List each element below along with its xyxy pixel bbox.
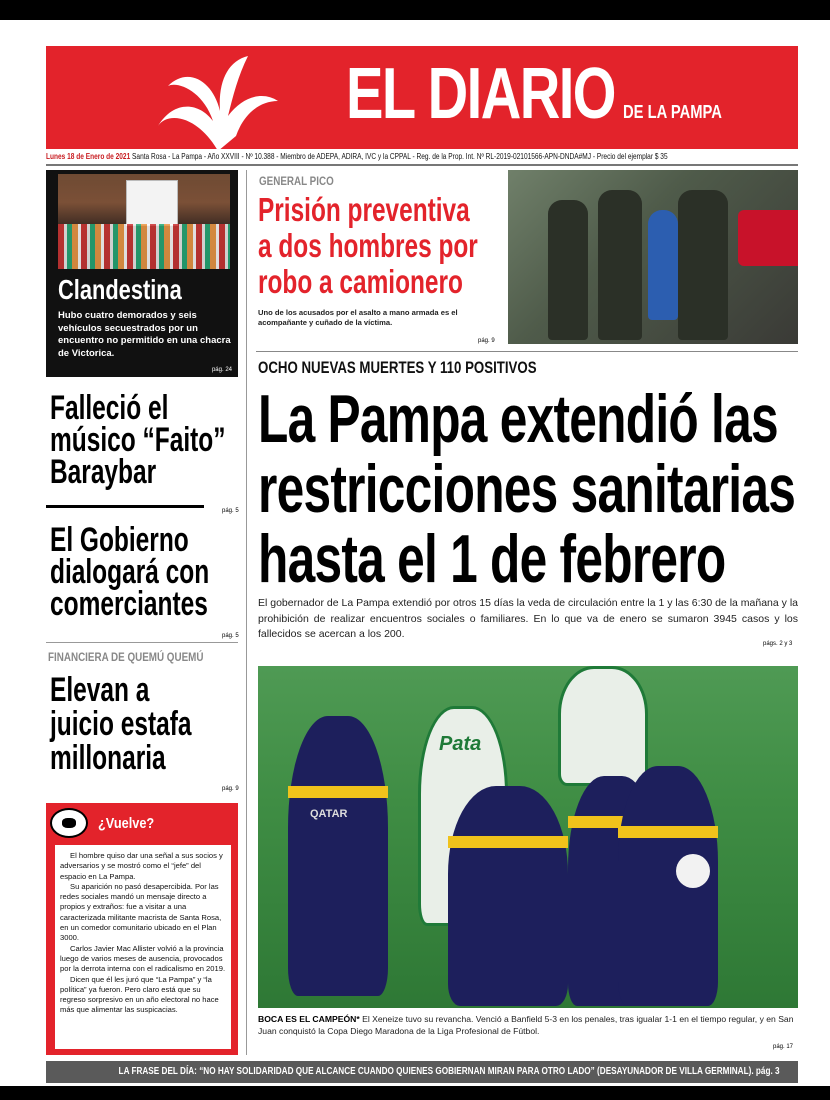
clandestina-page-ref: pág. 24 bbox=[211, 367, 232, 373]
vuelve-paragraph: Carlos Javier Mac Allister volvió a la provincia luego de varios meses de ausencia, provocados por la derrota interna con el radicalismo en 2019. bbox=[60, 943, 226, 974]
general-pico-kicker: GENERAL PICO bbox=[259, 174, 334, 188]
boca-player bbox=[288, 716, 388, 996]
estafa-headline-line3[interactable]: millonaria bbox=[50, 739, 166, 777]
main-headline-line1: La Pampa extendió las bbox=[258, 381, 778, 457]
clandestina-text: Hubo cuatro demorados y seis vehículos secuestrados por un encuentro no permitido en una chacra de Victorica. bbox=[58, 310, 231, 359]
column-divider bbox=[246, 170, 247, 1055]
boca-player bbox=[618, 766, 718, 1006]
vuelve-title: ¿Vuelve? bbox=[98, 815, 155, 832]
prision-headline[interactable] bbox=[258, 192, 478, 300]
gobierno-headline-line1[interactable]: El Gobierno bbox=[50, 521, 189, 559]
clandestina-headline: Clandestina bbox=[58, 274, 182, 305]
football bbox=[676, 854, 710, 888]
estafa-kicker: FINANCIERA DE QUEMÚ QUEMÚ bbox=[48, 650, 204, 664]
faito-page-ref: pág. 5 bbox=[222, 508, 239, 514]
estafa-headline-line2[interactable]: juicio estafa bbox=[50, 705, 192, 743]
issue-date: Lunes 18 de Enero de 2021 bbox=[46, 152, 131, 161]
main-headline-line3: hasta el 1 de febrero bbox=[258, 521, 726, 597]
divider bbox=[46, 505, 204, 508]
issue-details: Santa Rosa - La Pampa - Año XXVIII - Nº 10.388 - Miembro de ADEPA, ADIRA, IVC y la CPPAL - Reg. de la Prop. Int. Nº RL-2019-02101566-APN-DNDA#MJ - Precio del ejemplar $ 35 bbox=[132, 152, 668, 161]
divider bbox=[256, 351, 798, 352]
prision-page-ref: pág. 9 bbox=[478, 338, 495, 344]
vuelve-paragraph: El hombre quiso dar una señal a sus socios y adversarios y se mostró como el “jefe” del espacio en La Pampa. bbox=[60, 851, 223, 881]
newspaper-title: EL DIARIO bbox=[346, 54, 615, 134]
sponsor-text: QATAR bbox=[310, 808, 348, 820]
masthead bbox=[46, 46, 798, 149]
boca-caption-kicker: BOCA ES EL CAMPEÓN* bbox=[258, 1014, 360, 1024]
prision-headline-line1: Prisión preventiva bbox=[258, 191, 470, 228]
banfield-jersey-text: Pata bbox=[439, 733, 482, 755]
estafa-headline-line1[interactable]: Elevan a bbox=[50, 671, 150, 709]
gobierno-headline-line2[interactable]: dialogará con bbox=[50, 553, 210, 591]
gobierno-headline-line3[interactable]: comerciantes bbox=[50, 585, 208, 623]
faito-headline-line1[interactable]: Falleció el bbox=[50, 389, 169, 427]
faito-headline-line2[interactable]: músico “Faito” bbox=[50, 421, 226, 459]
vuelve-column[interactable] bbox=[46, 803, 238, 1055]
quote-of-the-day-bar bbox=[46, 1061, 798, 1083]
main-headline-line2: restricciones sanitarias bbox=[258, 451, 796, 527]
clandestina-story[interactable] bbox=[46, 170, 238, 377]
boca-caption-text: El Xeneize tuvo su revancha. Venció a Banfield 5-3 en los penales, tras igualar 1-1 en el tiempo regular, y en San Juan conquistó la Copa Diego Maradona de la Liga Profesional de Fútbol. bbox=[258, 1014, 794, 1036]
main-story-page-ref: págs. 2 y 3 bbox=[763, 641, 793, 647]
police-photo bbox=[508, 170, 798, 344]
boca-page-ref: pág. 17 bbox=[773, 1044, 794, 1050]
dateline bbox=[46, 152, 798, 166]
main-story-kicker: OCHO NUEVAS MUERTES Y 110 POSITIVOS bbox=[258, 358, 537, 377]
newspaper-page bbox=[0, 20, 830, 1086]
divider bbox=[46, 642, 238, 643]
vuelve-paragraph: Su aparición no pasó desapercibida. Por las redes sociales mandó un mensaje directo a propios y extraños: fue a visitar a una caracterizada militante macrista de Santa Rosa, en un comedor comunitario ubicado en el Plan 3000. bbox=[60, 881, 222, 943]
prision-headline-line3: robo a camionero bbox=[258, 263, 463, 300]
pampa-leaf-logo-icon bbox=[158, 56, 278, 149]
clandestina-photo bbox=[58, 174, 230, 269]
caricature-icon bbox=[50, 808, 88, 838]
boca-celebration-photo[interactable] bbox=[258, 666, 798, 1008]
boca-caption bbox=[258, 1014, 798, 1037]
vuelve-text-box bbox=[55, 845, 231, 1049]
newspaper-subtitle: DE LA PAMPA bbox=[623, 102, 722, 122]
prision-text: Uno de los acusados por el asalto a mano armada es el acompañante y cuñado de la víctima. bbox=[258, 308, 458, 327]
gobierno-page-ref: pág. 5 bbox=[222, 633, 239, 639]
quote-of-the-day: LA FRASE DEL DÍA: “NO HAY SOLIDARIDAD QUE ALCANCE CUANDO QUIENES GOBIERNAN MIRAN PARA OTRO LADO” (DESAYUNADOR DE VILLA GERMINAL). pág. 3 bbox=[118, 1066, 780, 1077]
main-story-text: El gobernador de La Pampa extendió por otros 15 días la veda de circulación entre la 1 y las 6:30 de la mañana y la prohibición de realizar encuentros sociales o familiares. En lo que va de enero se sumaron 3945 casos y los fallecidos se acercan a los 200. bbox=[258, 597, 798, 640]
vuelve-header bbox=[46, 803, 238, 843]
faito-headline-line3[interactable]: Baraybar bbox=[50, 453, 157, 491]
estafa-page-ref: pág. 9 bbox=[222, 786, 239, 792]
boca-player bbox=[448, 786, 568, 1006]
prision-headline-line2: a dos hombres por bbox=[258, 227, 478, 264]
vuelve-paragraph: Dicen que él les juró que “La Pampa” y “la política” ya fueron. Pero claro está que su regreso sorpresivo en un año electoral no hace más que alimentar las suspicacias. bbox=[60, 974, 219, 1015]
main-headline[interactable] bbox=[258, 381, 796, 597]
banfield-player bbox=[558, 666, 648, 786]
